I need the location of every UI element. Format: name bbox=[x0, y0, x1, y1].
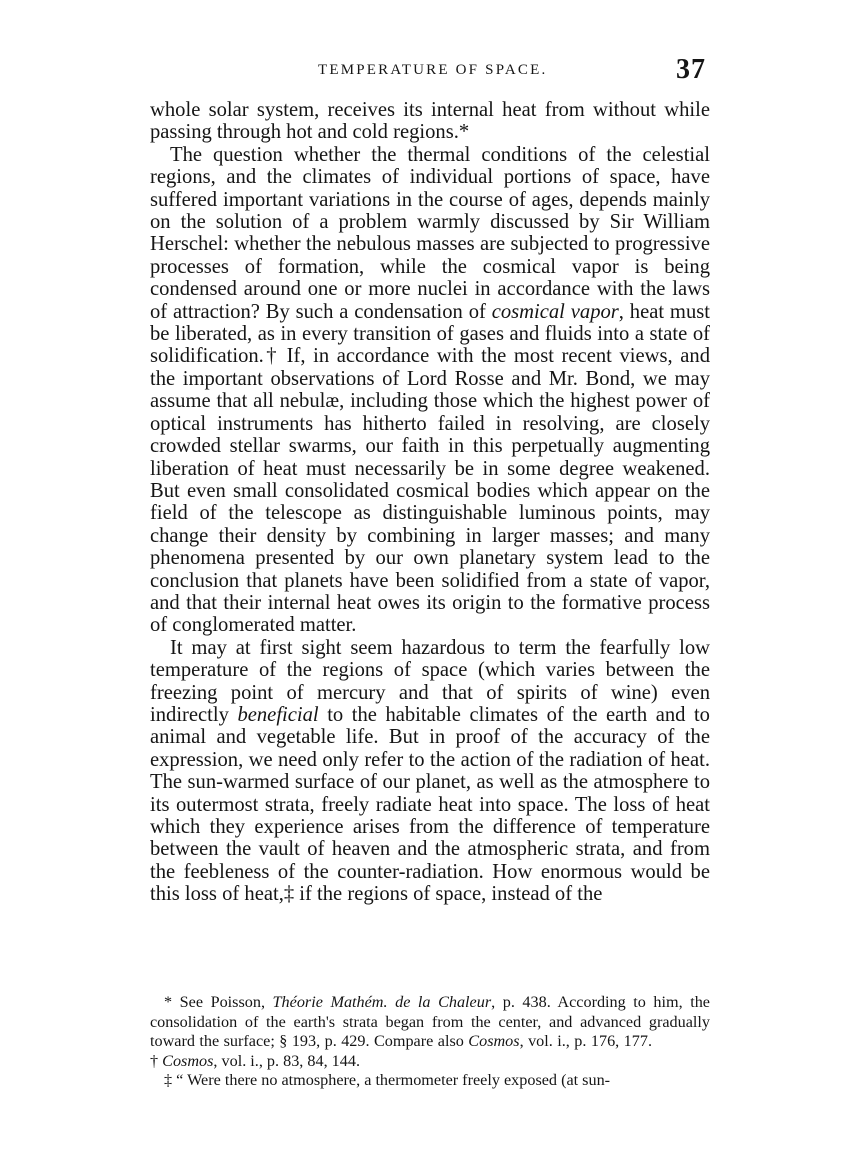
paragraph-continuation bbox=[150, 99, 710, 144]
text-run: to the habitable climates of the earth and to animal and vegetable life. But in proof of the accuracy of the expression, we need only refer to the action of the radiation of heat. The sun-warmed surface of our planet, as well as the atmosphere to its outermost strata, freely radiate heat into space. The loss of heat which they experience arises from the difference of temperature between the vault of heaven and the atmospheric strata, and from the feebleness of the counter-radiation. How enormous would be this loss of heat,‡ if the regions of space, instead of the bbox=[150, 703, 710, 906]
text-run: * See Poisson, bbox=[164, 993, 273, 1011]
paragraph-thermal-conditions bbox=[150, 144, 710, 637]
text-run: , vol. i., p. 176, 177. bbox=[519, 1032, 652, 1051]
italic-text: cosmical vapor bbox=[491, 300, 619, 323]
footnote-poisson bbox=[150, 993, 710, 1071]
text-run: It may at first sight seem hazardous to term the fearfully low temperature of the regions of space (which varies between the freezing point of mercury and that of spirits of wine) even indirectly bbox=[150, 636, 710, 726]
text-run: , p. 438. According to him, the consolidation of the earth's strata began from the center, and advanced gradually toward the surface; § 193, p. 429. Compare also bbox=[150, 993, 710, 1051]
text-run: , vol. i., p. 83, 84, 144. bbox=[213, 1051, 361, 1070]
footnotes bbox=[150, 993, 710, 1091]
page-header bbox=[150, 54, 710, 88]
italic-text: Cosmos bbox=[468, 1032, 520, 1051]
text-run: , heat must be liberated, as in every transition of gases and fluids into a state of solidification.† If, in accordance with the most recent views, and the important observations of Lord Rosse and Mr. Bond, we may assume that all nebulæ, including those which the highest power of optical instruments has hitherto failed in resolving, are closely crowded stellar swarms, our faith in this perpetually augmenting liberation of heat must necessarily be in some degree weakened. But even small consolidated cosmical bodies which appear on the field of the telescope as distinguishable luminous points, may change their density by combining in larger masses; and many phenomena presented by our own planetary system lead to the conclusion that planets have been solidified from a state of vapor, and that their internal heat owes its origin to the formative process of conglomerated matter. bbox=[150, 300, 710, 637]
text-run: The question whether the thermal conditions of the celestial regions, and the climates of individual portions of space, have suffered important variations in the course of ages, depends mainly on the solution of a problem warmly discussed by Sir William Herschel: whether the nebulous masses are subjected to progressive processes of formation, while the cosmical vapor is being condensed around one or more nuclei in accordance with the laws of attraction? By such a condensation of bbox=[150, 143, 710, 323]
main-text bbox=[150, 99, 710, 906]
italic-text: beneficial bbox=[237, 703, 319, 726]
text-run: whole solar system, receives its internal heat from without while passing through hot and cold regions.* bbox=[150, 99, 710, 144]
footnote-atmosphere bbox=[150, 1071, 710, 1091]
paragraph-low-temperature bbox=[150, 637, 710, 906]
italic-text: Théorie Mathém. de la Chaleur bbox=[272, 993, 492, 1011]
page-number: 37 bbox=[676, 54, 706, 85]
text-run: † bbox=[150, 1051, 163, 1070]
text-run: ‡ “ Were there no atmosphere, a thermometer freely exposed (at sun- bbox=[164, 1071, 611, 1090]
italic-text: Cosmos bbox=[162, 1051, 214, 1070]
running-head: TEMPERATURE OF SPACE. bbox=[318, 62, 548, 78]
